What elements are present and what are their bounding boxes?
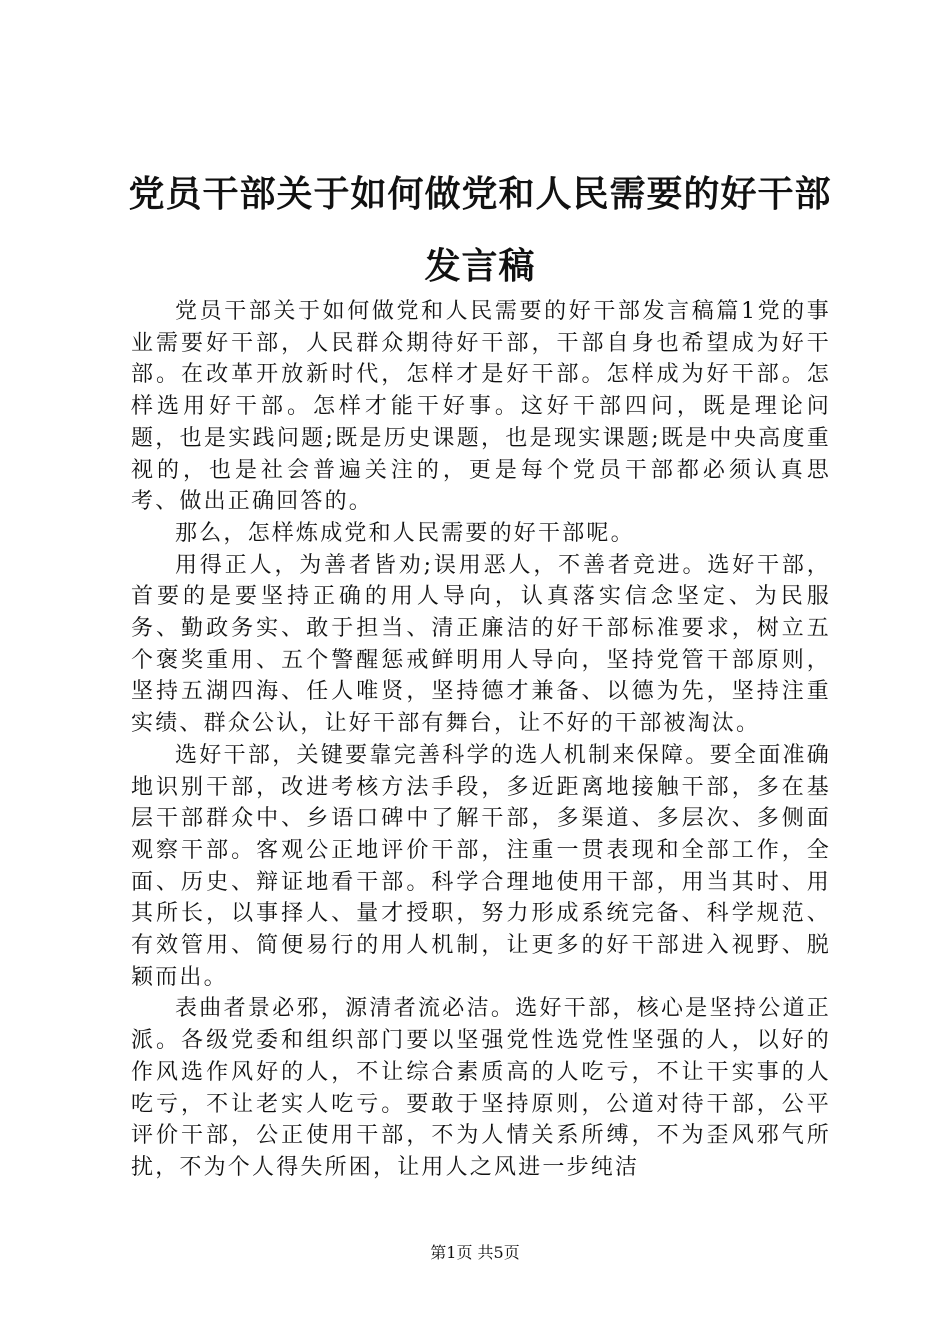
page-footer: 第1页 共5页 xyxy=(430,1243,520,1262)
paragraph-5: 表曲者景必邪，源清者流必洁。选好干部，核心是坚持公道正派。各级党委和组织部门要以坚强党性选党性坚强的人，以好的作风选作风好的人，不让综合素质高的人吃亏，不让干实事的人吃亏，不让老实人吃亏。要敢于坚持原则，公道对待干部，公平评价干部，公正使用干部，不为人情关系所缚，不为歪风邪气所扰，不为个人得失所困，让用人之风进一步纯洁 xyxy=(131,996,831,1180)
document-title: 党员干部关于如何做党和人民需要的好干部发言稿 xyxy=(128,173,832,287)
paragraph-4: 选好干部，关键要靠完善科学的选人机制来保障。要全面准确地识别干部，改进考核方法手段，多近距离地接触干部，多在基层干部群众中、乡语口碑中了解干部，多渠道、多层次、多侧面观察干部。客观公正地评价干部，注重一贯表现和全部工作，全面、历史、辩证地看干部。科学合理地使用干部，用当其时、用其所长，以事择人、量才授职，努力形成系统完备、科学规范、有效管用、简便易行的用人机制，让更多的好干部进入视野、脱颖而出。 xyxy=(131,742,831,990)
document-body xyxy=(131,296,831,1184)
paragraph-2: 那么，怎样炼成党和人民需要的好干部呢。 xyxy=(175,520,635,546)
paragraph-3: 用得正人，为善者皆劝;误用恶人，不善者竞进。选好干部，首要的是要坚持正确的用人导向，认真落实信念坚定、为民服务、勤政务实、敢于担当、清正廉洁的好干部标准要求，树立五个褒奖重用、五个警醒惩戒鲜明用人导向，坚持党管干部原则，坚持五湖四海、任人唯贤，坚持德才兼备、以德为先，坚持注重实绩、群众公认，让好干部有舞台，让不好的干部被淘汰。 xyxy=(131,552,831,737)
paragraph-1: 党员干部关于如何做党和人民需要的好干部发言稿篇1党的事业需要好干部，人民群众期待好干部，干部自身也希望成为好干部。在改革开放新时代，怎样才是好干部。怎样成为好干部。怎样选用好干部。怎样才能干好事。这好干部四问，既是理论问题，也是实践问题;既是历史课题，也是现实课题;既是中央高度重视的，也是社会普遍关注的，更是每个党员干部都必须认真思考、做出正确回答的。 xyxy=(131,299,831,515)
